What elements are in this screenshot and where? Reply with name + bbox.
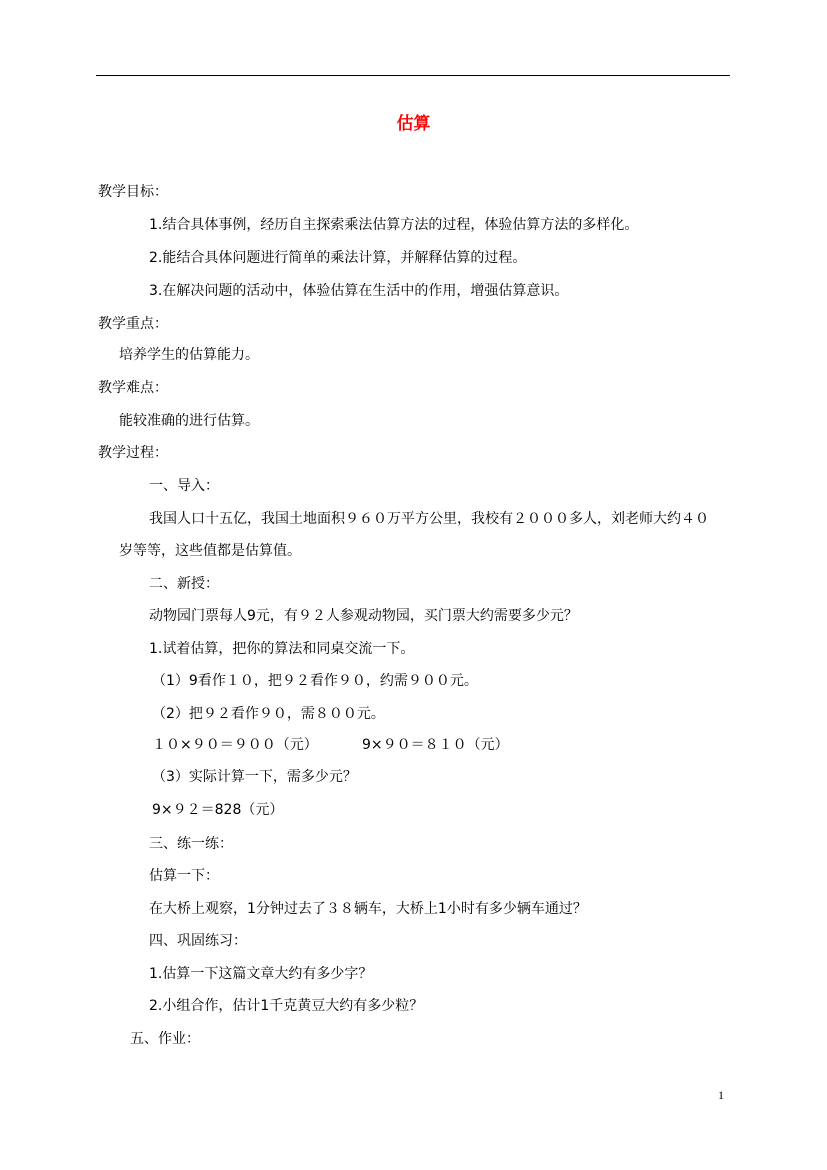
document-title: 估算 — [396, 114, 431, 134]
step-1: 1.试着估算，把你的算法和同桌交流一下。 — [149, 641, 415, 657]
key-text: 培养学生的估算能力。 — [119, 347, 259, 363]
method-3: （3）实际计算一下，需多少元？ — [152, 769, 357, 785]
consolidate-heading: 四、巩固练习： — [149, 933, 247, 949]
page-number: 1 — [718, 1088, 724, 1102]
goal-item-3: 3.在解决问题的活动中，体验估算在生活中的作用，增强估算意识。 — [149, 283, 569, 299]
goals-heading: 教学目标： — [98, 184, 168, 200]
header-rule — [96, 75, 730, 76]
goal-item-2: 2.能结合具体问题进行简单的乘法计算，并解释估算的过程。 — [149, 250, 527, 266]
calculation-row — [152, 735, 572, 755]
homework-heading: 五、作业： — [130, 1031, 200, 1047]
intro-line-2: 岁等等，这些值都是估算值。 — [119, 543, 301, 559]
calculation-b: 9×９０＝８１０（元） — [362, 737, 509, 753]
zoo-problem: 动物园门票每人9元，有９２人参观动物园，买门票大约需要多少元？ — [149, 608, 578, 624]
intro-line-1: 我国人口十五亿，我国土地面积９６０万平方公里，我校有２０００多人，刘老师大约４０ — [149, 511, 709, 527]
method-2: （2）把９２看作９０，需８００元。 — [152, 706, 385, 722]
difficulty-text: 能较准确的进行估算。 — [119, 413, 259, 429]
key-heading: 教学重点： — [98, 316, 168, 332]
difficulty-heading: 教学难点： — [98, 380, 168, 396]
practice-subheading: 估算一下： — [149, 868, 219, 884]
process-heading: 教学过程： — [98, 445, 168, 461]
method-1: （1）9看作１０，把９２看作９０，约需９００元。 — [152, 673, 478, 689]
consolidate-item-2: 2.小组合作，估计1千克黄豆大约有多少粒？ — [149, 998, 424, 1014]
new-lesson-heading: 二、新授： — [149, 576, 219, 592]
practice-heading: 三、练一练： — [149, 836, 233, 852]
goal-item-1: 1.结合具体事例，经历自主探索乘法估算方法的过程，体验估算方法的多样化。 — [149, 217, 639, 233]
practice-question: 在大桥上观察，1分钟过去了３８辆车，大桥上1小时有多少辆车通过？ — [149, 901, 587, 917]
intro-heading: 一、导入： — [149, 478, 219, 494]
calculation-a: １０×９０＝９００（元） — [152, 737, 318, 753]
consolidate-item-1: 1.估算一下这篇文章大约有多少字？ — [149, 966, 373, 982]
calculation-c: 9×９２＝828（元） — [152, 802, 284, 818]
